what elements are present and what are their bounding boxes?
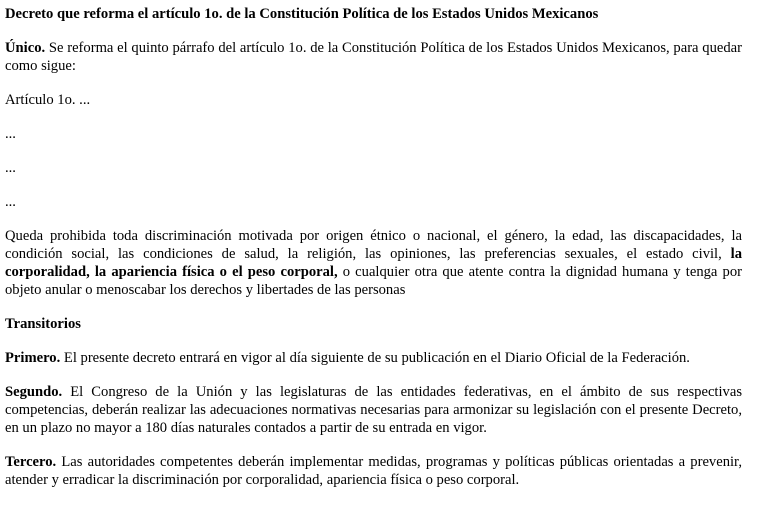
ellipsis-paragraph: ...: [5, 194, 16, 210]
tercero-text: Las autoridades competentes deberán implementar medidas, programas y políticas públicas orientadas a prevenir, atender y erradicar la discriminación por corporalidad, apariencia física o peso corporal.: [5, 454, 742, 488]
unico-paragraph: [5, 39, 742, 75]
decree-title: Decreto que reforma el artículo 1o. de la Constitución Política de los Estados Unidos Mexicanos: [5, 6, 599, 22]
primero-paragraph: [5, 349, 742, 367]
primero-lead: Primero.: [5, 350, 61, 366]
ellipsis-paragraph: ...: [5, 160, 16, 176]
unico-lead: Único.: [5, 40, 46, 56]
segundo-text: El Congreso de la Unión y las legislaturas de las entidades federativas, en el ámbito de sus respectivas competencias, deberán realizar las adecuaciones normativas necesarias para armonizar su legislación con el presente Decreto, en un plazo no mayor a 180 días naturales contados a partir de su entrada en vigor.: [5, 384, 742, 436]
fifth-paragraph-before: Queda prohibida toda discriminación motivada por origen étnico o nacional, el género, la edad, las discapacidades, la condición social, las condiciones de salud, la religión, las opiniones, las preferencias sexuales, el estado civil,: [5, 228, 742, 262]
fifth-paragraph-bold: la corporalidad, la apariencia física o el peso corporal,: [5, 246, 742, 280]
tercero-lead: Tercero.: [5, 454, 57, 470]
tercero-paragraph: [5, 453, 742, 489]
primero-text: El presente decreto entrará en vigor al día siguiente de su publicación en el Diario Oficial de la Federación.: [60, 350, 690, 366]
fifth-paragraph: [5, 227, 742, 299]
unico-text: Se reforma el quinto párrafo del artículo 1o. de la Constitución Política de los Estados Unidos Mexicanos, para quedar como sigue:: [5, 40, 742, 74]
fifth-paragraph-after: o cualquier otra que atente contra la dignidad humana y tenga por objeto anular o menoscabar los derechos y libertades de las personas: [5, 264, 742, 298]
ellipsis-paragraph: ...: [5, 126, 16, 142]
transitorios-heading: Transitorios: [5, 316, 81, 332]
article-heading: Artículo 1o. ...: [5, 92, 91, 108]
segundo-lead: Segundo.: [5, 384, 63, 400]
segundo-paragraph: [5, 383, 742, 437]
